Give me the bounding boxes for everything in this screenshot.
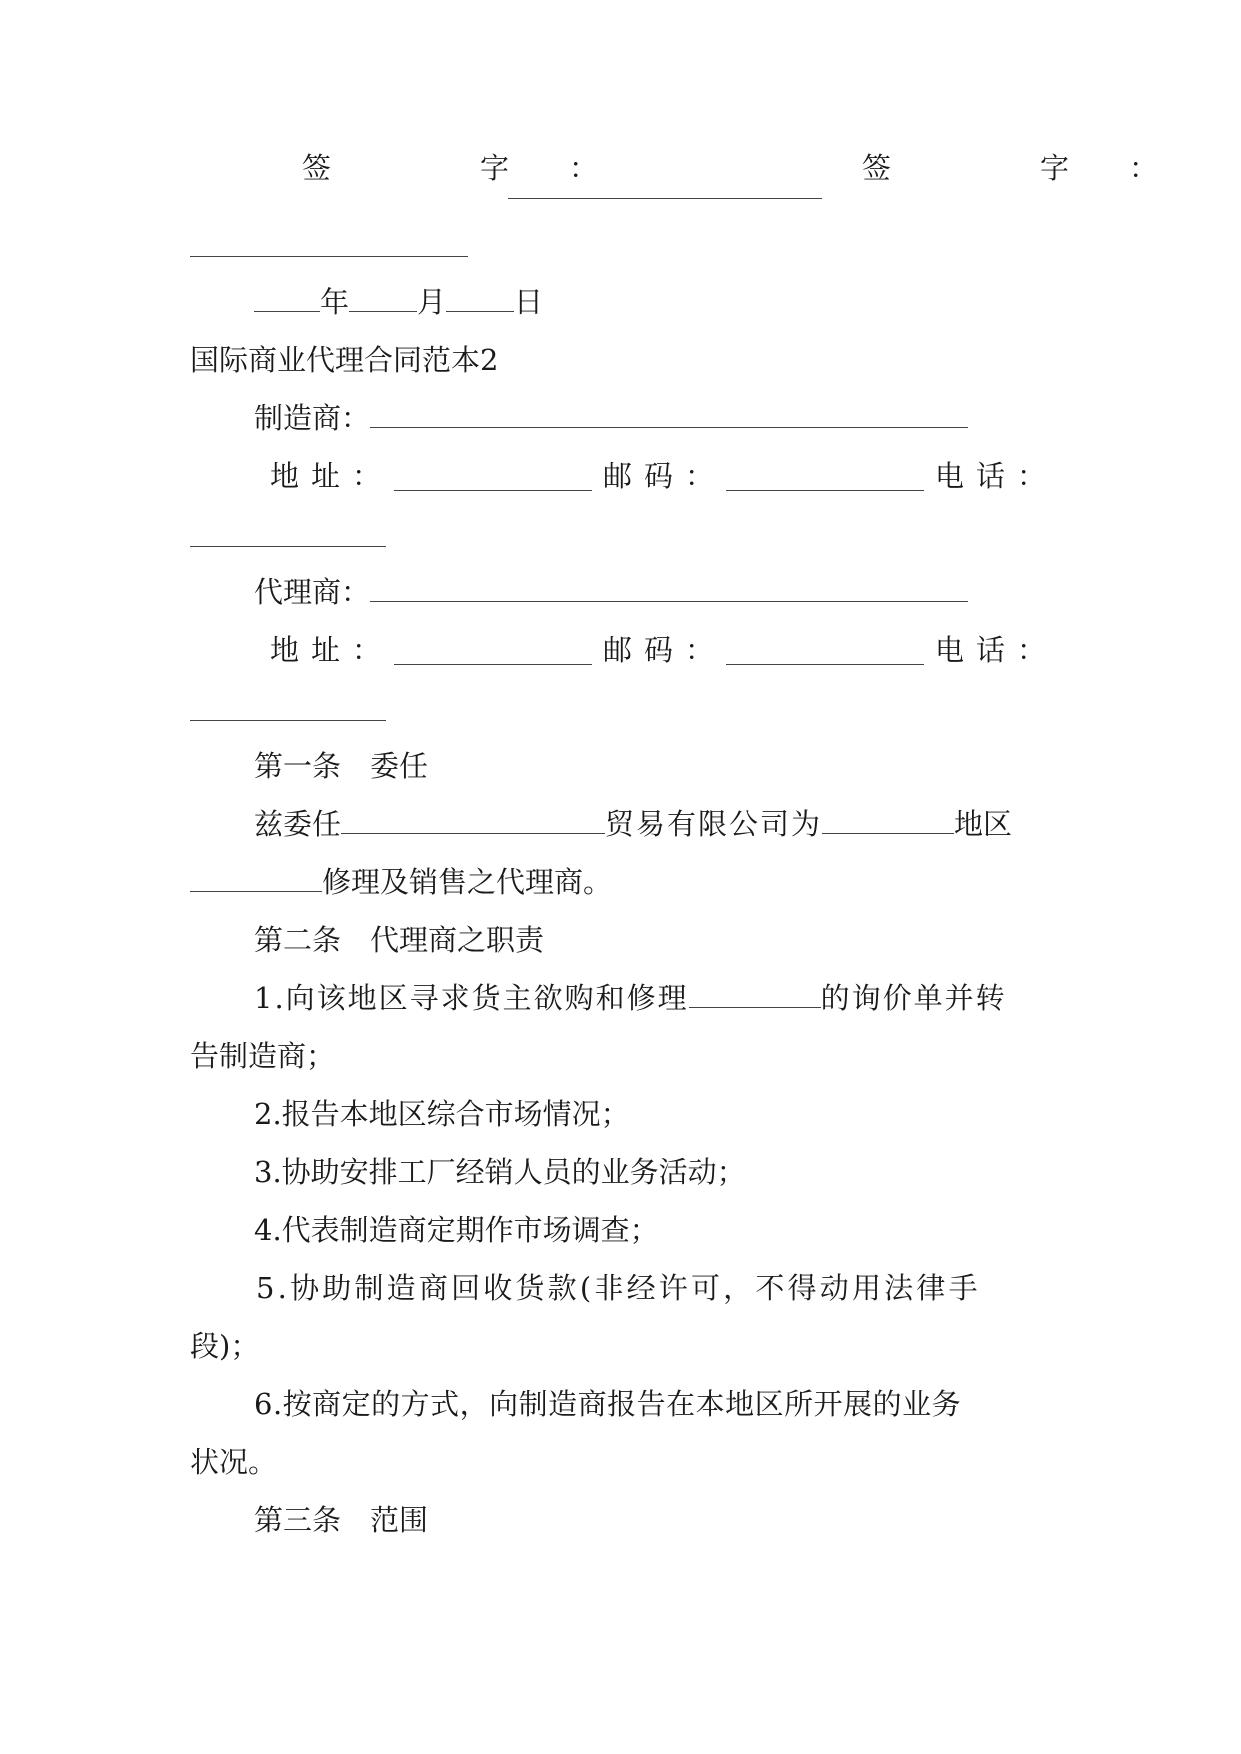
agent-label: 代理商：	[254, 575, 371, 609]
manufacturer-postcode-label: 邮码：	[603, 459, 727, 493]
year-blank[interactable]	[254, 281, 320, 312]
agent-phone-label: 电话：	[935, 633, 1059, 667]
article2-item6-cont: 状况。	[190, 1445, 278, 1479]
manufacturer-blank[interactable]	[370, 397, 968, 428]
signature-label-right	[862, 146, 1219, 187]
signature-right-text: 签 字：	[862, 151, 1219, 185]
article2-item1-cont: 告制造商；	[190, 1039, 336, 1073]
manufacturer-address-blank[interactable]	[394, 460, 592, 491]
article2-item6: 6.按商定的方式，向制造商报告在本地区所开展的业务	[254, 1387, 962, 1421]
article1-text-d: 修理及销售之代理商。	[322, 865, 613, 899]
region-blank[interactable]	[822, 803, 954, 834]
article1-text-b: 贸易有限公司为	[605, 807, 823, 841]
item1-product-blank[interactable]	[689, 977, 821, 1008]
agent-phone-blank[interactable]	[190, 720, 386, 721]
article1-heading: 第一条 委任	[254, 749, 429, 783]
signature-row	[0, 151, 1241, 210]
article1-line2	[190, 860, 1241, 904]
article2-item3: 3.协助安排工厂经销人员的业务活动；	[254, 1155, 746, 1189]
article2-item1-b: 的询价单并转	[820, 981, 1007, 1015]
article2-heading: 第二条 代理商之职责	[254, 923, 545, 957]
manufacturer-line	[254, 396, 1241, 440]
article1-text-a: 兹委任	[254, 807, 342, 841]
doc-title: 国际商业代理合同范本2	[190, 343, 499, 377]
day-label: 日	[514, 285, 544, 319]
month-label: 月	[417, 285, 447, 319]
product-blank[interactable]	[190, 861, 322, 892]
article1-text-c: 地区	[954, 807, 1013, 841]
manufacturer-address-label: 地址：	[270, 459, 394, 493]
manufacturer-label: 制造商：	[254, 401, 371, 435]
article3-heading: 第三条 范围	[254, 1503, 429, 1537]
article2-item5-cont: 段)；	[190, 1329, 260, 1363]
signature-left-text: 签 字：	[302, 151, 659, 185]
agent-postcode-blank[interactable]	[726, 634, 924, 665]
month-blank[interactable]	[349, 281, 417, 312]
agent-line	[254, 570, 1241, 614]
manufacturer-postcode-blank[interactable]	[726, 460, 924, 491]
agent-address-label: 地址：	[270, 633, 394, 667]
day-blank[interactable]	[446, 281, 514, 312]
manufacturer-phone-label: 电话：	[935, 459, 1059, 493]
agent-postcode-label: 邮码：	[603, 633, 727, 667]
signature-blank-left[interactable]	[508, 198, 822, 199]
article2-item5: 5.协助制造商回收货款(非经许可，不得动用法律手	[256, 1271, 981, 1305]
signature-label-left	[302, 146, 659, 187]
year-label: 年	[320, 285, 350, 319]
company-blank[interactable]	[341, 803, 605, 834]
signature-blank-right[interactable]	[190, 256, 468, 257]
manufacturer-phone-blank[interactable]	[190, 546, 386, 547]
article2-item1	[254, 976, 1241, 1020]
article2-item1-a: 1.向该地区寻求货主欲购和修理	[254, 981, 689, 1015]
article1-line1	[254, 802, 1241, 846]
agent-address-blank[interactable]	[394, 634, 592, 665]
article2-item4: 4.代表制造商定期作市场调查；	[254, 1213, 659, 1247]
article2-item2: 2.报告本地区综合市场情况；	[254, 1097, 630, 1131]
agent-blank[interactable]	[370, 571, 968, 602]
date-line	[254, 280, 1241, 324]
